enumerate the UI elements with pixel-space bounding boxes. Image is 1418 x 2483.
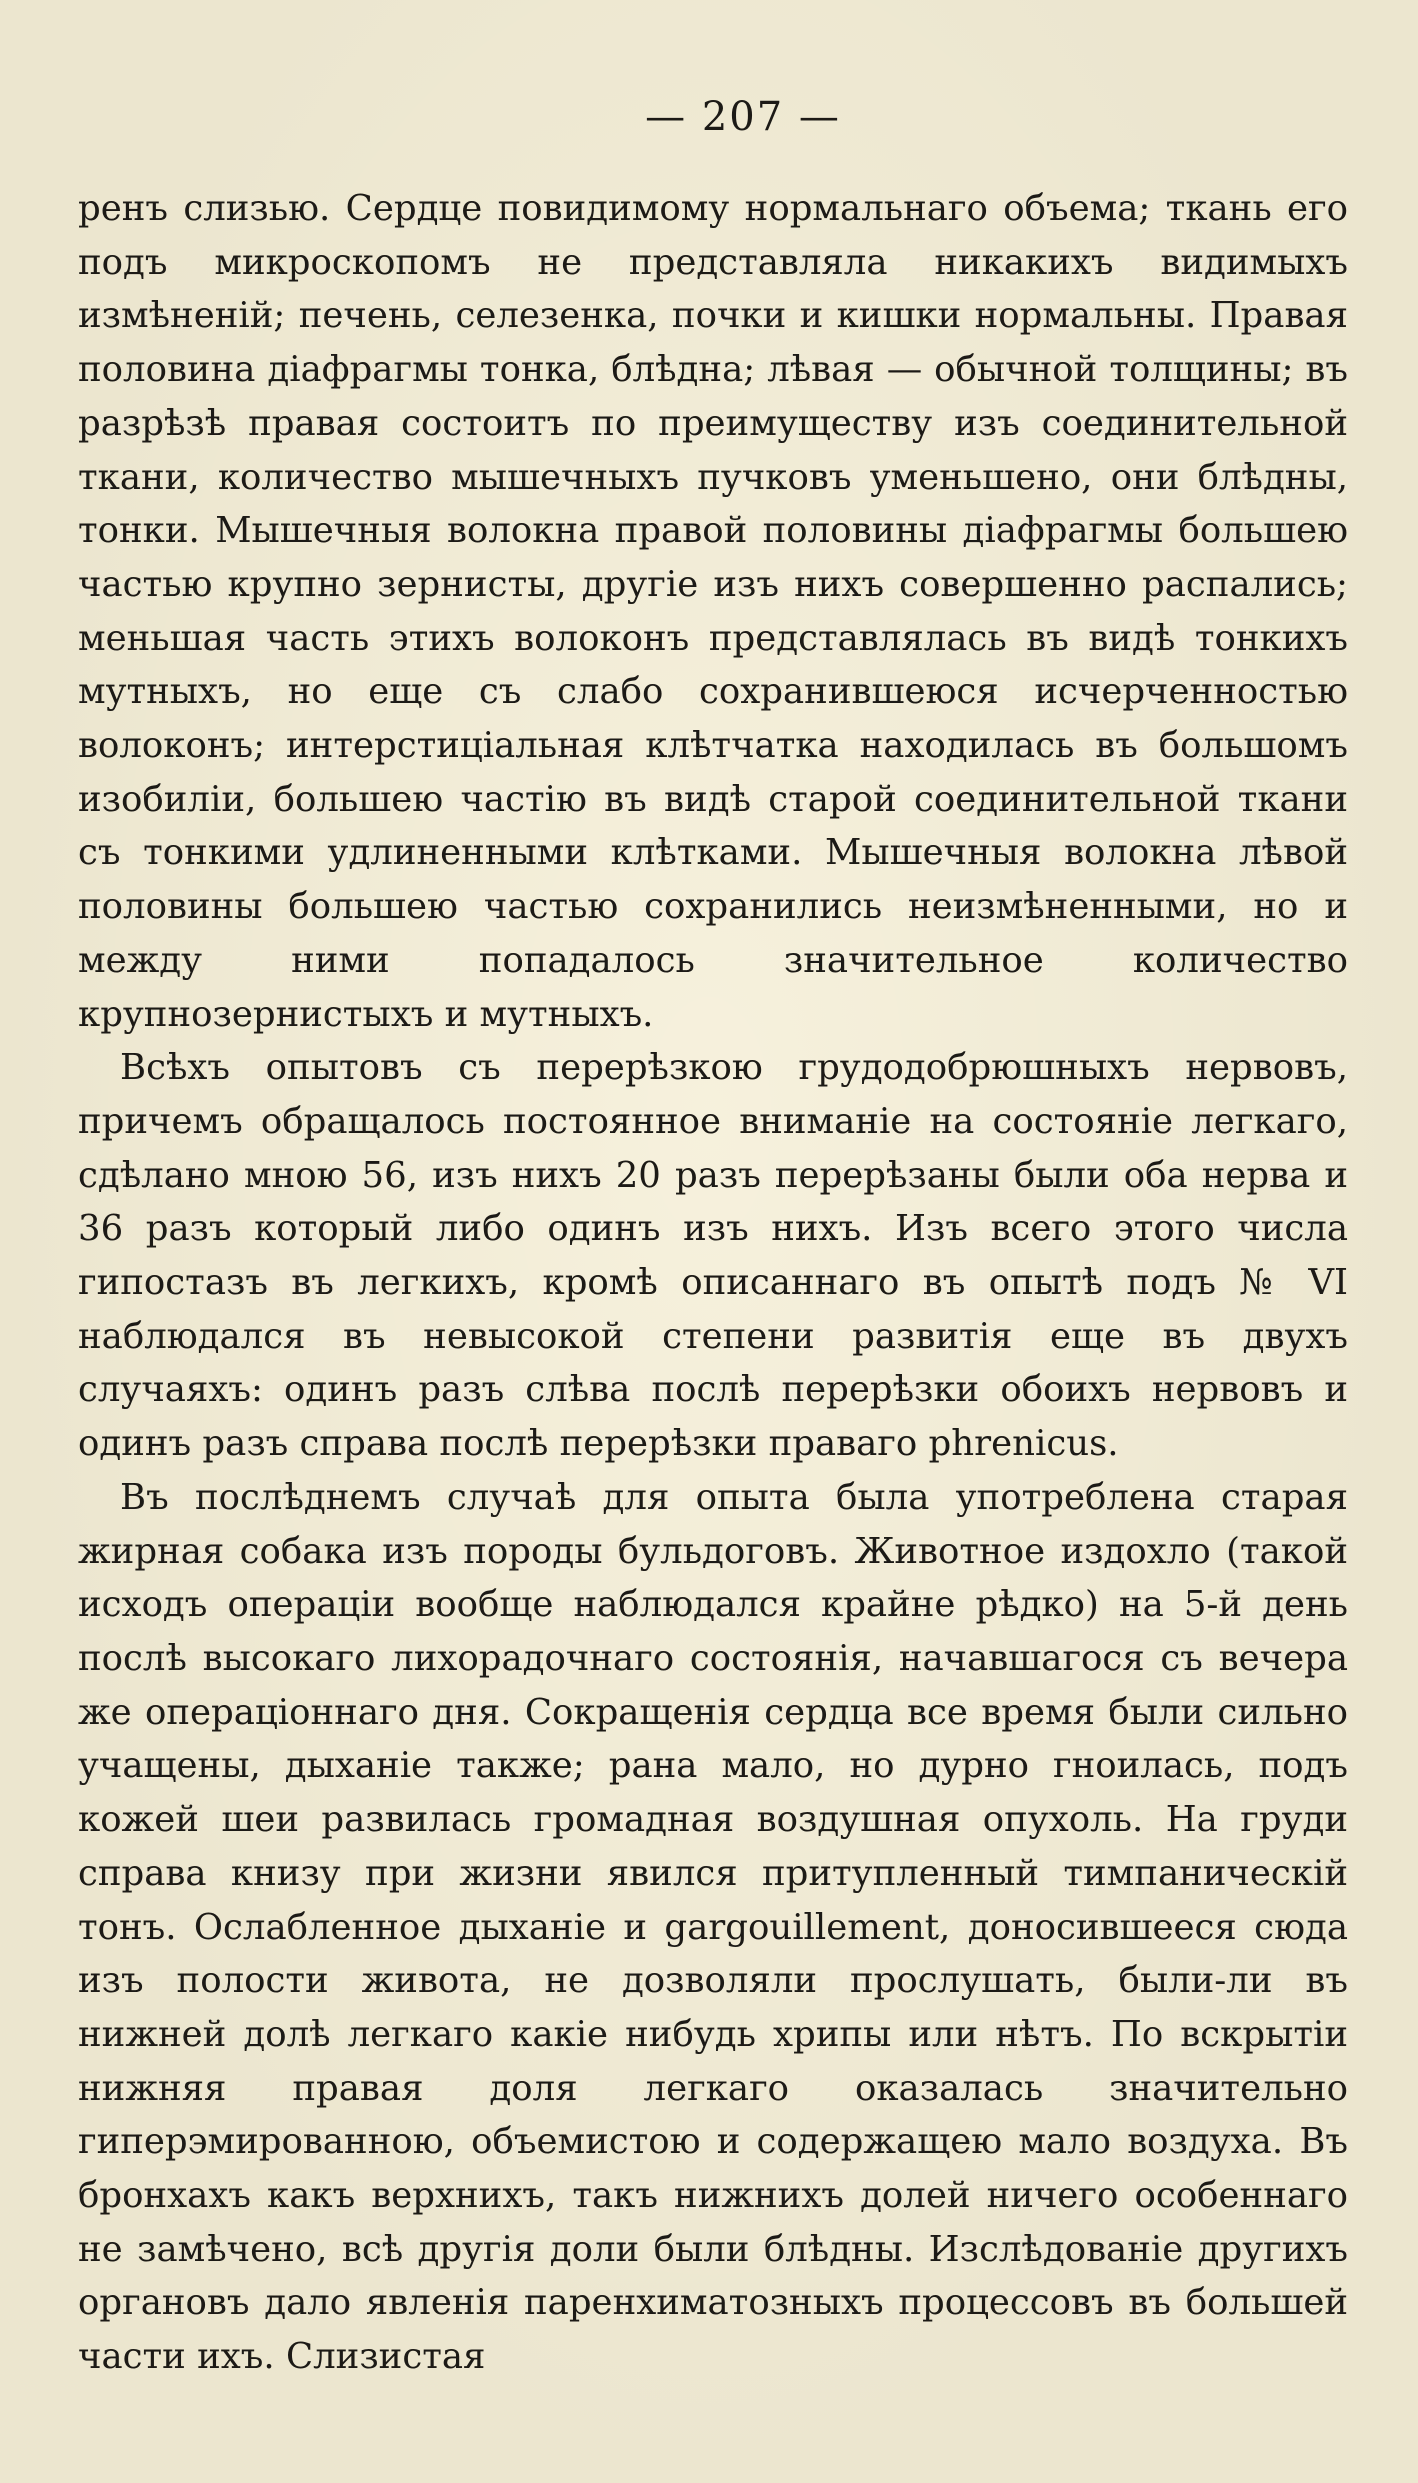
paragraph-last-case: Въ послѣднемъ случаѣ для опыта была употреблена старая жирная собака изъ породы бульдоговъ. Животное издохло (такой исходъ операціи вообще наблюдался крайне рѣдко) на 5-й день послѣ высокаго лихорадочнаго состоянія, начавшагося съ вечера же операціоннаго дня. Сокращенія сердца все время были сильно учащены, дыханіе также; рана мало, но дурно гноилась, подъ кожей шеи развилась громадная воздушная опухоль. На груди справа книзу при жизни явился притупленный тимпаническій тонъ. Ослабленное дыханіе и gargouillement, доносившееся сюда изъ полости живота, не дозволяли прослушать, были-ли въ нижней долѣ легкаго какіе нибудь хрипы или нѣтъ. По вскрытіи нижняя правая доля легкаго оказалась значительно гиперэмированною, объемистою и содержащею мало воздуха. Въ бронхахъ какъ верхнихъ, такъ нижнихъ долей ничего особеннаго не замѣчено, всѣ другія доли были блѣдны. Изслѣдованіе другихъ органовъ дало явленія паренхиматозныхъ процессовъ въ большей части ихъ. Слизистая [78, 1476, 1348, 2378]
page-body-text [78, 182, 1348, 2384]
paragraph-phrenic-experiments: Всѣхъ опытовъ съ перерѣзкою грудодобрюшныхъ нервовъ, причемъ обращалось постоянное вниманіе на состояніе легкаго, сдѣлано мною 56, изъ нихъ 20 разъ перерѣзаны были оба нерва и 36 разъ который либо одинъ изъ нихъ. Изъ всего этого числа гипостазъ въ легкихъ, кромѣ описаннаго въ опытѣ подъ № VI наблюдался въ невысокой степени развитія еще въ двухъ случаяхъ: одинъ разъ слѣва послѣ перерѣзки обоихъ нервовъ и одинъ разъ справа послѣ перерѣзки праваго phrenicus. [78, 1047, 1348, 1465]
page-number: — 207 — [645, 94, 841, 140]
paragraph-continuation: ренъ слизью. Сердце повидимому нормальнаго объема; ткань его подъ микроскопомъ не представляла никакихъ видимыхъ измѣненій; печень, селезенка, почки и кишки нормальны. Правая половина діафрагмы тонка, блѣдна; лѣвая — обычной толщины; въ разрѣзѣ правая состоитъ по преимуществу изъ соединительной ткани, количество мышечныхъ пучковъ уменьшено, они блѣдны, тонки. Мышечныя волокна правой половины діафрагмы большею частью крупно зернисты, другіе изъ нихъ совершенно распались; меньшая часть этихъ волоконъ представлялась въ видѣ тонкихъ мутныхъ, но еще съ слабо сохранившеюся исчерченностью волоконъ; интерстиціальная клѣтчатка находилась въ большомъ изобиліи, большею частію въ видѣ старой соединительной ткани съ тонкими удлиненными клѣтками. Мышечныя волокна лѣвой половины большею частью сохранились неизмѣненными, но и между ними попадалось значительное количество крупнозернистыхъ и мутныхъ. [78, 188, 1348, 1035]
